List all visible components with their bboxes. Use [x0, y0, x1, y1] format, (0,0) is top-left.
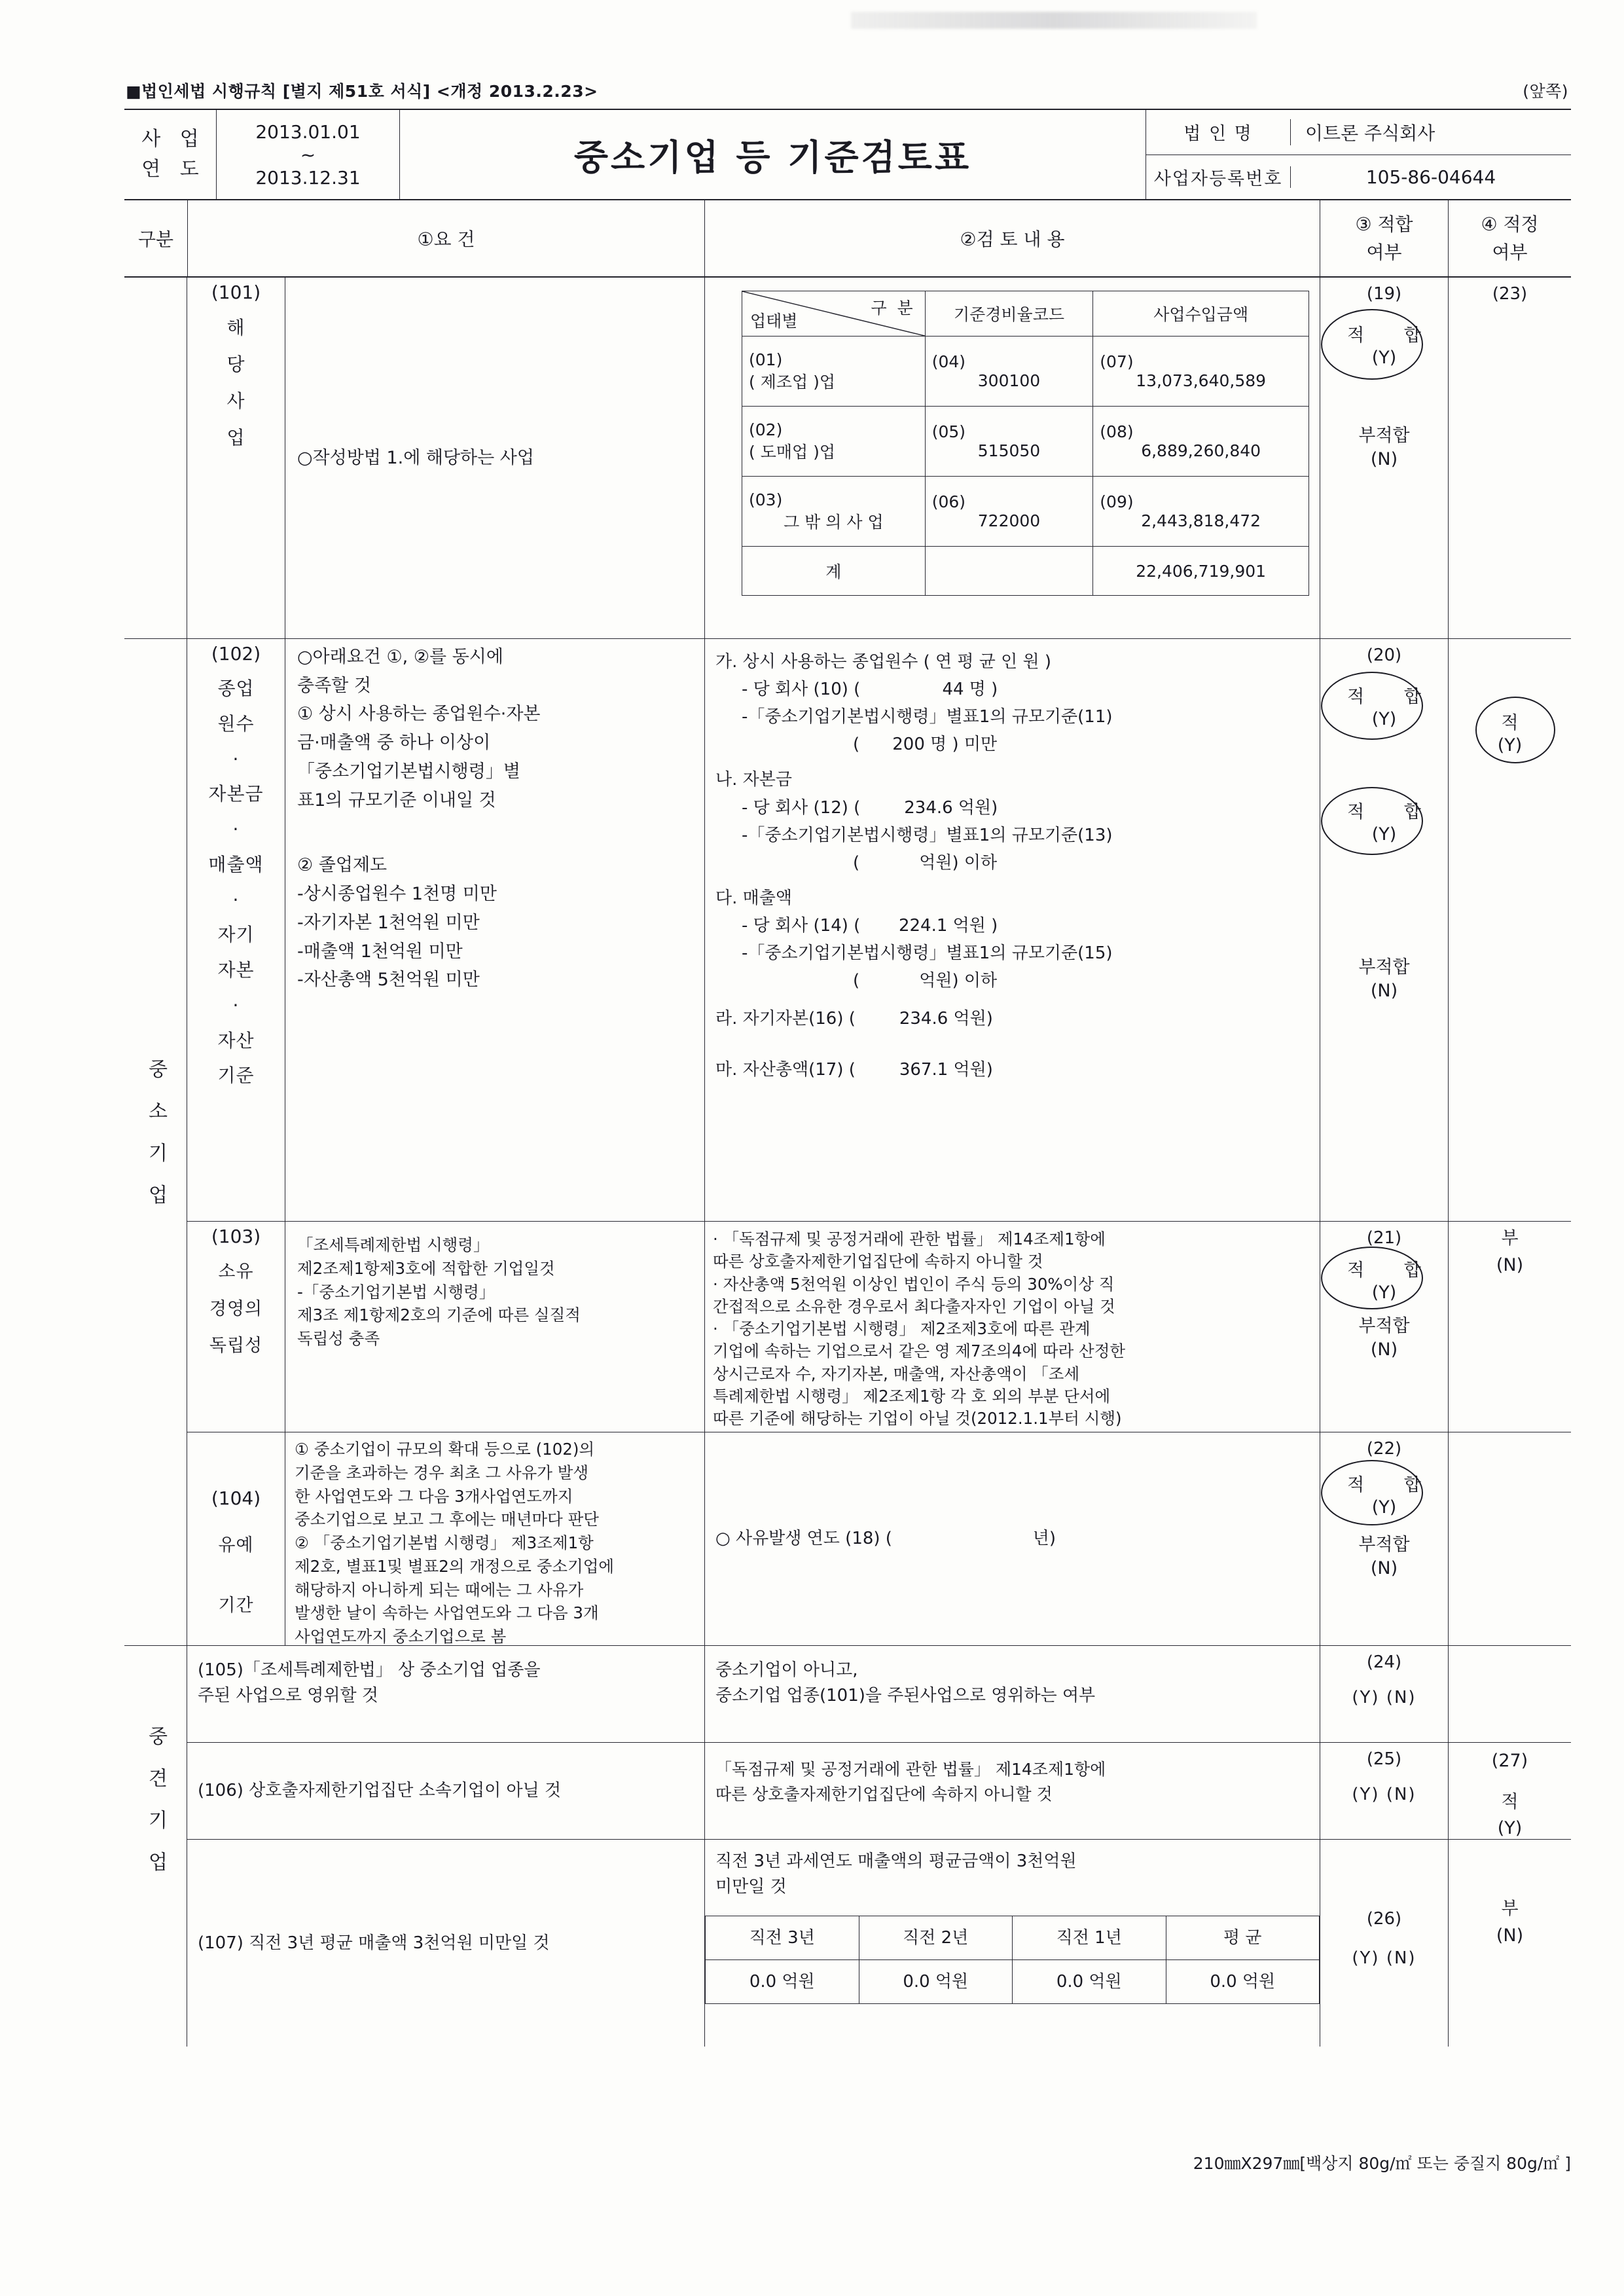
row-101-requirement-text: ○작성방법 1.에 해당하는 사업 [297, 447, 534, 468]
row-104-req-line-5: 제2호, 별표1및 별표2의 개정으로 중소기업에 [295, 1556, 615, 1576]
row-102-rev-e-label: 마. 자산총액(17) ( [715, 1060, 856, 1080]
business-type-total-amount: 22,406,719,901 [1093, 547, 1309, 596]
row-104-req-line-1: 기준을 초과하는 경우 최초 그 사유가 발생 [295, 1463, 589, 1482]
row-103-req-line-0: 「조세특례제한법 시행령」 [297, 1235, 490, 1254]
gubun-midsize-label: 중견기업 [144, 1726, 168, 1893]
col-header-conform [1320, 200, 1448, 276]
row-104-req-line-8: 사업연도까지 중소기업으로 봄 [295, 1627, 507, 1647]
row-107-conform [1320, 1840, 1448, 2047]
row-106-rev-line-1: 「독점규제 및 공정거래에 관한 법률」 제14조제1항에 [715, 1760, 1106, 1779]
row-101-conform-stamp [1330, 321, 1438, 368]
corp-name-row [1146, 110, 1571, 155]
business-type-total-blank [925, 547, 1093, 596]
col-header-review: ②검 토 내 용 [704, 200, 1320, 276]
row-103-conform [1320, 1222, 1448, 1432]
row-104-requirement [187, 1432, 704, 1645]
business-type-code-cell [925, 407, 1093, 477]
row-103-conform-stamp-text: 적 합 [1347, 1260, 1438, 1281]
row-104-req-line-6: 해당하지 아니하게 되는 때에는 그 사유가 [295, 1580, 584, 1599]
side-marker: (앞쪽) [1523, 82, 1568, 101]
row-102-rev-b1 [715, 794, 1309, 822]
row-102-rev-b3-open: ( [853, 852, 860, 873]
row-102-req-line-1: 충족할 것 [297, 675, 371, 696]
business-type-total-row [742, 547, 1309, 596]
row-102-conform-stamp-2 [1330, 797, 1438, 845]
row-102-proper-neg-yn: (N) [1496, 1254, 1524, 1275]
row-103-nonconform-text: 부적합 [1358, 1316, 1410, 1336]
row-102-req-line-2: ① 상시 사용하는 종업원수·자본 [297, 704, 541, 725]
form-sheet [124, 79, 1571, 2047]
row-103-requirement-text [285, 1222, 704, 1432]
revenue-years-header-row [706, 1916, 1320, 1960]
row-101-nonconform-text: 부적합 [1358, 426, 1410, 446]
row-102-req-line-9: -자기자본 1천억원 미만 [297, 912, 480, 933]
row-102-rev-b-title: 나. 자본금 [715, 770, 792, 790]
row-104-conform-stamp [1330, 1470, 1438, 1518]
paper-spec-note: 210㎜X297㎜[백상지 80g/㎡ 또는 중질지 80g/㎡ ] [1193, 2154, 1571, 2173]
row-105 [187, 1646, 1571, 1743]
row-103-proper [1448, 1222, 1571, 1432]
revenue-years-table [705, 1916, 1320, 2004]
row-102-rev-b2: -「중소기업기본법시행령」별표1의 규모기준(13) [742, 825, 1113, 845]
row-103-conform-stamp [1330, 1256, 1438, 1303]
row-102-nonconform [1320, 956, 1448, 1004]
row-103-nonconform [1320, 1315, 1448, 1362]
row-103-rev-line-4: · 「중소기업기본법 시행령」 제2조제3호에 따른 관계 [713, 1319, 1091, 1339]
legal-reference: ■법인세법 시행규칙 [별지 제51호 서식] <개정 2013.2.23> [126, 82, 598, 101]
row-102-rev-a1-label: - 당 회사 (10) ( [742, 680, 861, 700]
gubun-midsize [124, 1646, 187, 1973]
row-105-req-line-1: (105)「조세특례제한법」 상 중소기업 업종을 [198, 1660, 541, 1680]
row-102-rev-a-title: 가. 상시 사용하는 종업원수 ( 연 평 균 인 원 ) [715, 652, 1052, 672]
col-header-gubun: 구분 [137, 228, 174, 250]
row-103-rev-line-1: 따른 상호출자제한기업집단에 속하지 아니할 것 [713, 1252, 1043, 1271]
row-101-nonconform [1320, 424, 1448, 472]
row-103-code: (103) [211, 1226, 261, 1247]
row-105-rev-line-1: 중소기업이 아니고, [715, 1660, 858, 1680]
row-106-requirement [187, 1743, 704, 1839]
gubun-column [124, 278, 187, 2047]
row-104-review-line [715, 1525, 1056, 1552]
business-type-amtno-2: (09) [1100, 492, 1134, 511]
row-102-conform-no: (20) [1366, 646, 1402, 665]
business-type-total-label: 계 [742, 547, 926, 596]
row-105-conform [1320, 1646, 1448, 1742]
row-104-req-line-2: 한 사업연도와 그 다음 3개사업연도까지 [295, 1486, 573, 1506]
business-type-name-cell [742, 477, 926, 547]
row-104-review [704, 1432, 1320, 1645]
row-107-conform-no: (26) [1366, 1909, 1402, 1929]
revenue-year-value-1: 0.0 억원 [859, 1960, 1013, 2004]
business-type-amount-cell [1093, 337, 1309, 407]
row-102-rev-e-value: 367.1 억원) [899, 1060, 993, 1080]
fiscal-year-end: 2013.12.31 [255, 166, 361, 189]
row-103-nonconform-yn: (N) [1370, 1339, 1398, 1360]
row-104-conform [1320, 1432, 1448, 1645]
row-102-vertical-label: 종업 원수 · 자본금 · 매출액 · 자기 자본 · 자산 기준 [208, 678, 264, 1087]
table-column-headers [124, 200, 1571, 278]
row-102-rev-d-label: 라. 자기자본(16) ( [715, 1009, 856, 1029]
row-105-conform-no: (24) [1366, 1652, 1402, 1672]
row-104-conform-stamp-text: 적 합 [1347, 1475, 1438, 1495]
row-102-rev-c3 [715, 967, 1309, 994]
row-101-conform-stamp-yn: (Y) [1371, 348, 1397, 368]
corp-info-block [1146, 110, 1571, 199]
business-type-codeno-1: (05) [931, 422, 966, 441]
row-102-req-line-0: ○아래요건 ①, ②를 동시에 [297, 647, 503, 667]
row-102-rev-a2: -「중소기업기본법시행령」별표1의 규모기준(11) [742, 707, 1113, 727]
row-104-vertical-label: 유예 기간 [218, 1535, 254, 1616]
row-105-conform-yn: (Y) (N) [1352, 1688, 1416, 1707]
business-type-table [742, 291, 1309, 596]
business-type-amount-header: 사업수입금액 [1093, 291, 1309, 337]
business-type-codeno-2: (06) [931, 492, 966, 511]
revenue-year-header-1: 직전 2년 [859, 1916, 1013, 1960]
revenue-year-value-3: 0.0 억원 [1166, 1960, 1320, 2004]
row-106-conform-no: (25) [1366, 1749, 1402, 1769]
biz-reg-row [1146, 155, 1571, 200]
fiscal-year-start: 2013.01.01 [255, 120, 361, 143]
row-102-req-line-10: -매출액 1천억원 미만 [297, 941, 463, 962]
row-102-rev-b1-label: - 당 회사 (12) ( [742, 797, 861, 818]
row-107-rev-line-2: 미만일 것 [715, 1877, 787, 1897]
business-type-code-0: 300100 [977, 371, 1041, 390]
business-type-row [742, 337, 1309, 407]
row-102-rev-c3-open: ( [853, 971, 860, 991]
row-102-rev-b3-value: 억원) 이하 [919, 852, 998, 873]
business-type-amount-0: 13,073,640,589 [1136, 371, 1267, 390]
midsize-proper-neg: 부 [1501, 1899, 1519, 1919]
business-type-name-0: ( 제조업 )업 [749, 372, 836, 392]
business-type-row [742, 477, 1309, 547]
row-103-conform-stamp-yn: (Y) [1371, 1283, 1397, 1303]
row-104-proper [1448, 1432, 1571, 1645]
row-103-review [704, 1222, 1320, 1432]
business-type-amount-1: 6,889,260,840 [1141, 441, 1261, 460]
row-102-rev-a3-open: ( [853, 735, 860, 755]
row-103-req-line-4: 독립성 충족 [297, 1329, 380, 1349]
row-102-code: (102) [211, 643, 261, 665]
business-type-amtno-1: (08) [1100, 422, 1134, 441]
row-104-nonconform-text: 부적합 [1358, 1535, 1410, 1555]
row-103-rev-line-0: · 「독점규제 및 공정거래에 관한 법률」 제14조제1항에 [713, 1230, 1106, 1248]
row-102-rev-gap1 [715, 758, 1309, 766]
row-103-conform-no: (21) [1366, 1228, 1402, 1248]
row-101-conform [1320, 278, 1448, 638]
row-102-rev-c-title: 다. 매출액 [715, 888, 792, 908]
row-102-rev-c2: -「중소기업기본법시행령」별표1의 규모기준(15) [742, 943, 1113, 964]
business-type-codeno-0: (04) [931, 352, 966, 371]
row-104-nonconform [1320, 1533, 1448, 1581]
col-header-requirement: ①요 건 [187, 200, 704, 276]
row-101-vertical-label: 해 당 사 업 [226, 317, 245, 448]
row-102 [187, 639, 1571, 1222]
row-102-req-line-3: 금·매출액 중 하나 이상이 [297, 733, 491, 754]
biz-reg-label: 사업자등록번호 [1153, 168, 1283, 189]
row-103-requirement [187, 1222, 704, 1432]
row-101-proper-no: (23) [1492, 284, 1528, 304]
row-102-rev-a1 [715, 676, 1309, 703]
row-106 [187, 1743, 1571, 1840]
row-102-rev-b1-value: 234.6 억원) [904, 797, 998, 818]
corp-name-label: 법 인 명 [1183, 124, 1253, 145]
revenue-year-header-0: 직전 3년 [706, 1916, 859, 1960]
revenue-years-value-row [706, 1960, 1320, 2004]
row-102-conform-stamp1-yn: (Y) [1371, 709, 1397, 729]
row-107-requirement [187, 1840, 704, 2047]
business-type-name-2: 그 밖 의 사 업 [784, 512, 884, 532]
row-101 [187, 278, 1571, 639]
corp-name-value: 이트론 주식회사 [1290, 119, 1571, 145]
row-106-req-line-1: (106) 상호출자제한기업집단 소속기업이 아닐 것 [198, 1781, 562, 1800]
row-102-rev-e [715, 1056, 1309, 1084]
row-102-conform-stamp-1 [1330, 682, 1438, 729]
business-type-row [742, 407, 1309, 477]
midsize-proper-neg-yn: (N) [1496, 1925, 1524, 1946]
row-102-conform-stamp2-yn: (Y) [1371, 824, 1397, 845]
diag-header-right: 구 분 [871, 299, 916, 318]
row-102-proper-stamp-text: 적 [1501, 713, 1519, 733]
row-102-req-line-11: -자산총액 5천억원 미만 [297, 970, 480, 991]
row-102-proper-stamp-yn: (Y) [1497, 735, 1523, 756]
col-header-conform-line2: 여부 [1366, 242, 1402, 263]
business-type-diag-header [742, 291, 926, 337]
row-102-req-line-5: 표1의 규모기준 이내일 것 [297, 790, 496, 811]
row-106-conform [1320, 1743, 1448, 1839]
row-107-req-line-1: (107) 직전 3년 평균 매출액 3천억원 미만일 것 [198, 1933, 550, 1953]
row-101-proper [1448, 278, 1571, 638]
row-102-rev-b3 [715, 849, 1309, 877]
row-105-requirement [187, 1646, 704, 1742]
row-102-requirement [187, 639, 704, 1221]
business-type-amount-cell [1093, 407, 1309, 477]
midsize-proper-pos: 적 [1501, 1791, 1519, 1812]
revenue-year-header-3: 평 균 [1166, 1916, 1320, 1960]
row-102-rev-d [715, 1005, 1309, 1032]
row-103-rev-line-8: 따른 기준에 해당하는 기업이 아닐 것(2012.1.1부터 시행) [713, 1409, 1122, 1429]
row-106-review [704, 1743, 1320, 1839]
row-101-requirement [187, 278, 704, 638]
row-102-rev-c1 [715, 912, 1309, 939]
row-102-rev-c3-value: 억원) 이하 [919, 971, 998, 991]
row-102-rev-a3-value: 200 명 ) 미만 [892, 735, 998, 755]
row-102-proper [1448, 639, 1571, 1221]
row-105-req-line-2: 주된 사업으로 영위할 것 [198, 1686, 378, 1705]
gubun-blank-101 [124, 278, 187, 639]
main-columns [187, 278, 1571, 2047]
form-header [124, 109, 1571, 200]
row-104-conform-no: (22) [1366, 1439, 1402, 1459]
row-101-conform-no: (19) [1366, 284, 1402, 304]
row-102-req-line-8: -상시종업원수 1천명 미만 [297, 884, 497, 905]
gubun-sme-label: 중소기업 [144, 1058, 168, 1226]
diag-header-left: 업태별 [750, 312, 798, 331]
row-102-tag [187, 639, 285, 1221]
business-type-amount-2: 2,443,818,472 [1141, 511, 1261, 530]
row-102-rev-c1-label: - 당 회사 (14) ( [742, 915, 861, 936]
row-104-req-line-3: 중소기업으로 보고 그 후에는 매년마다 판단 [295, 1510, 599, 1529]
midsize-proper-pos-yn: (Y) [1497, 1818, 1523, 1838]
row-104-tag [187, 1432, 285, 1645]
row-101-nonconform-yn: (N) [1370, 449, 1398, 470]
row-103-rev-line-2: · 자산총액 5천억원 이상인 법인이 주식 등의 30%이상 직 [713, 1274, 1115, 1294]
biz-reg-value: 105-86-04644 [1290, 166, 1571, 188]
business-type-name-cell [742, 407, 926, 477]
row-104 [187, 1432, 1571, 1646]
row-102-rev-a1-value: 44 명 ) [942, 680, 998, 700]
business-type-code-header: 기준경비율코드 [925, 291, 1093, 337]
row-102-conform [1320, 639, 1448, 1221]
row-104-conform-stamp-yn: (Y) [1371, 1497, 1397, 1518]
row-103-req-line-3: 제3조 제1항제2호의 기준에 따른 실질적 [297, 1305, 581, 1325]
business-type-amount-cell [1093, 477, 1309, 547]
business-type-code-cell [925, 337, 1093, 407]
row-104-review-value: 년) [1032, 1529, 1056, 1549]
row-102-nonconform-yn: (N) [1370, 981, 1398, 1002]
row-107-review [704, 1840, 1320, 2047]
row-107 [187, 1840, 1571, 2047]
row-101-tag [187, 278, 285, 638]
row-106-conform-yn: (Y) (N) [1352, 1785, 1416, 1804]
row-102-rev-gap4 [715, 1032, 1309, 1056]
form-body [124, 278, 1571, 2047]
row-102-review [704, 639, 1320, 1221]
row-104-review-label: ○ 사유발생 연도 (18) ( [715, 1529, 892, 1549]
row-107-rev-line-1: 직전 3년 과세연도 매출액의 평균금액이 3천억원 [715, 1851, 1077, 1871]
row-103-rev-line-6: 상시근로자 수, 자기자본, 매출액, 자산총액이 「조세 [713, 1364, 1080, 1383]
business-type-code-2: 722000 [977, 511, 1041, 530]
row-102-rev-gap2 [715, 877, 1309, 884]
row-105-rev-line-2: 중소기업 업종(101)을 주된사업으로 영위하는 여부 [715, 1686, 1096, 1705]
row-102-rev-d-value: 234.6 억원) [899, 1009, 993, 1029]
row-101-review [704, 278, 1320, 638]
row-104-req-line-0: ① 중소기업이 규모의 확대 등으로 (102)의 [295, 1440, 595, 1459]
gubun-sme [124, 639, 187, 1646]
row-106-proper [1448, 1743, 1571, 1839]
fiscal-year-label [124, 110, 216, 199]
row-103 [187, 1222, 1571, 1432]
col-header-proper-line1: ④ 적정 [1481, 213, 1539, 235]
business-type-no-2: (03) [749, 490, 783, 509]
fiscal-year-value [216, 110, 399, 199]
row-102-rev-c1-value: 224.1 억원 ) [898, 915, 998, 936]
midsize-proper-no: (27) [1491, 1751, 1528, 1771]
row-102-req-line-7: ② 졸업제도 [297, 855, 388, 876]
row-102-req-spacer [297, 814, 704, 851]
business-type-name-cell [742, 337, 926, 407]
row-104-req-line-4: ② 「중소기업기본법 시행령」 제3조제1항 [295, 1533, 594, 1553]
row-104-requirement-text [285, 1432, 704, 1645]
row-102-conform-stamp1-text: 적 합 [1347, 687, 1438, 707]
row-103-rev-line-5: 기업에 속하는 기업으로서 같은 영 제7조의4에 따라 산정한 [713, 1341, 1126, 1361]
business-type-code-1: 515050 [977, 441, 1041, 460]
business-type-no-1: (02) [749, 420, 783, 439]
row-101-conform-stamp-text: 적 합 [1347, 325, 1438, 346]
row-104-req-line-7: 발생한 날이 속하는 사업연도와 그 다음 3개 [295, 1603, 599, 1623]
row-104-code: (104) [211, 1487, 261, 1509]
revenue-year-value-2: 0.0 억원 [1013, 1960, 1166, 2004]
business-type-table-header [742, 291, 1309, 337]
row-103-req-line-2: -「중소기업기본법 시행령」 [297, 1282, 496, 1302]
col-header-proper [1448, 200, 1571, 276]
scan-artifact [851, 12, 1257, 29]
row-104-nonconform-yn: (N) [1370, 1558, 1398, 1579]
row-103-vertical-label: 소유 경영의 독립성 [209, 1262, 263, 1357]
row-107-conform-yn: (Y) (N) [1352, 1948, 1416, 1968]
business-type-name-1: ( 도매업 )업 [749, 442, 836, 462]
fiscal-year-tilde: ~ [300, 143, 316, 166]
row-102-rev-a3 [715, 731, 1309, 758]
row-102-nonconform-text: 부적합 [1358, 957, 1410, 977]
col-header-proper-line2: 여부 [1492, 242, 1528, 263]
row-103-rev-line-3: 간접적으로 소유한 경우로서 최다출자자인 기업이 아닐 것 [713, 1296, 1115, 1316]
row-106-rev-line-2: 따른 상호출자제한기업집단에 속하지 아니할 것 [715, 1784, 1053, 1804]
row-102-req-line-4: 「중소기업기본법시행령」별 [297, 761, 520, 782]
row-103-rev-line-7: 특례제한법 시행령」 제2조제1항 각 호 외의 부분 단서에 [713, 1387, 1111, 1406]
row-107-proper [1448, 1840, 1571, 2047]
row-103-req-line-1: 제2조제1항제3호에 적합한 기업일것 [297, 1258, 555, 1278]
row-102-proper-stamp [1498, 708, 1523, 756]
row-102-requirement-text [285, 639, 704, 1221]
fiscal-year-label-line1: 사 업 [141, 127, 206, 151]
business-type-amtno-0: (07) [1100, 352, 1134, 371]
row-103-tag [187, 1222, 285, 1432]
form-reference-line [124, 79, 1571, 109]
row-102-rev-gap3 [715, 994, 1309, 1005]
business-type-code-cell [925, 477, 1093, 547]
page-title: 중소기업 등 기준검토표 [399, 110, 1146, 199]
row-101-code: (101) [211, 282, 261, 303]
row-102-conform-stamp2-text: 적 합 [1347, 802, 1438, 822]
col-header-conform-line1: ③ 적합 [1355, 213, 1413, 235]
row-105-proper [1448, 1646, 1571, 1742]
fiscal-year-label-line2: 연 도 [141, 158, 206, 181]
row-102-proper-neg-text: 부 [1501, 1228, 1519, 1248]
revenue-year-value-0: 0.0 억원 [706, 1960, 859, 2004]
row-105-review [704, 1646, 1320, 1742]
revenue-year-header-2: 직전 1년 [1013, 1916, 1166, 1960]
business-type-no-0: (01) [749, 350, 783, 369]
